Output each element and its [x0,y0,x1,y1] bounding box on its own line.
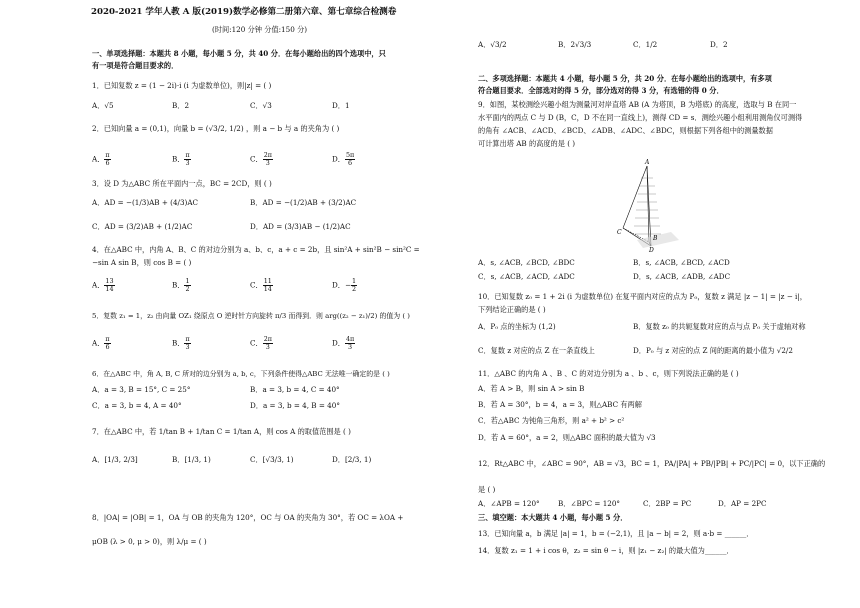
q10-option-b: B．复数 z₀ 的共轭复数对应的点与点 P₀ 关于虚轴对称 [633,322,806,331]
section-two-heading-cont: 符合题目要求．全部选对的得 5 分，部分选对的得 3 分，有选错的得 0 分． [478,86,724,95]
q5-option-c: C． $\frac{2\pi}{3}$ [250,335,272,351]
section-one-heading: 一、单项选择题：本题共 8 小题，每小题 5 分，共 40 分．在每小题给出的四个选项中，只 [92,49,386,58]
tower-figure [613,156,693,252]
q8-option-c: C．1/2 [633,40,658,49]
q2-option-d: D． $\frac{5\pi}{6}$ [332,151,355,167]
q13-stem: 13．已知向量 a，b 满足 |a| = 1，b = (−2,1)，且 |a − b| = 2，则 a·b = ______． [478,529,754,538]
q1-option-d: D．1 [332,101,350,110]
q4-option-d: D．− $\frac{1}{2}$ [332,277,357,293]
q8-stem-a: 8．|OA| = |OB| = 1，OA 与 OB 的夹角为 120°，OC 与 OA 的夹角为 30°，若 OC = λOA + [92,513,404,522]
q3-option-b: B．AD = −(1/2)AB + (3/2)AC [250,198,357,207]
section-one-heading-cont: 有一项是符合题目要求的． [92,61,179,70]
q7-option-a: A．[1/3, 2/3] [92,455,138,464]
q3-option-c: C．AD = (3/2)AB + (1/2)AC [92,222,193,231]
q6-option-d: D．a = 3, b = 4, B = 40° [250,401,340,410]
q2-option-a: A． $\frac{\pi}{6}$ [92,151,110,167]
ground-plane [637,232,679,248]
q10-option-d: D．P₀ 与 z 对应的点 Z 间的距离的最小值为 √2/2 [633,346,793,355]
q8-option-d: D．2 [710,40,728,49]
q12-stem-b: 是 ( ) [478,485,496,494]
q9-stem-a: 9．如图，某校测绘兴趣小组为测量河对岸直塔 AB (A 为塔顶，B 为塔底) 的高度，选取与 B 在同一 [478,100,797,109]
q4-option-b: B． $\frac{1}{2}$ [172,277,190,293]
q12-stem-a: 12．Rt△ABC 中，∠ABC = 90°，AB = √3，BC = 1，PA/|PA| + PB/|PB| + PC/|PC| = 0，以下正确的 [478,459,826,468]
q10-option-c: C．复数 z 对应的点 Z 在一条直线上 [478,346,595,355]
q2-stem-b: ，则 a − b 与 a 的夹角为 ( ) [245,124,340,133]
q7-option-b: B．[1/3, 1) [172,455,211,464]
q3-option-d: D．AD = (3/3)AB − (1/2)AC [250,222,351,231]
q1-option-b: B．2 [172,101,190,110]
q2-stem [92,124,339,134]
q1-option-c: C．√3 [250,101,272,110]
q2-option-b: B． $\frac{\pi}{3}$ [172,151,190,167]
q9-stem-d: 可计算出塔 AB 的高度的是 ( ) [478,139,576,148]
q4-stem-b: −sin A sin B，则 cos B = ( ) [92,258,192,267]
q9-option-a: A．s, ∠ACB, ∠BCD, ∠BDC [478,258,575,267]
q7-stem: 7．在△ABC 中，若 1/tan B + 1/tan C = 1/tan A，则 cos A 的取值范围是 ( ) [92,427,351,436]
q9-option-c: C．s, ∠ACB, ∠ACD, ∠ADC [478,272,575,281]
q8-option-b: B．2√3/3 [558,40,592,49]
q12-option-c: C．2BP = PC [643,499,692,508]
q4-option-c: C． $\frac{11}{14}$ [250,277,272,293]
vertex-label-a: A [645,159,650,166]
q8-stem-b: μOB (λ > 0, μ > 0)，则 λ/μ = ( ) [92,537,207,546]
q5-option-d: D． $\frac{4\pi}{3}$ [332,335,355,351]
q11-stem: 11．△ABC 的内角 A 、B 、C 的对边分别为 a 、b 、c，则下列说法正确的是 ( ) [478,369,739,378]
q7-option-d: D．[2/3, 1) [332,455,372,464]
q11-option-a: A．若 A > B，则 sin A > sin B [478,384,585,393]
q10-option-a: A．P₀ 点的坐标为 (1,2) [478,322,556,331]
q12-option-b: B．∠BPC = 120° [558,499,621,508]
q11-option-d: D．若 A = 60°，a = 2，则△ABC 面积的最大值为 √3 [478,433,656,442]
q11-option-b: B．若 A = 30°，b = 4，a = 3，则△ABC 有两解 [478,400,642,409]
q11-option-c: C．若△ABC 为钝角三角形，则 a² + b² > c² [478,416,625,425]
vertex-label-c: C [617,229,622,236]
q8-option-a: A．√3/2 [478,40,507,49]
exam-title: 2020-2021 学年人教 A 版(2019)数学必修第二册第六章、第七章综合检测卷 [91,7,397,17]
q6-option-b: B．a = 3, b = 4, C = 40° [250,385,340,394]
q3-option-a: A．AD = −(1/3)AB + (4/3)AC [92,198,199,207]
q6-stem: 6．在△ABC 中，角 A, B, C 所对的边分别为 a, b, c，下列条件使得△ABC 无法唯一确定的是 ( ) [92,370,390,378]
q9-stem-b: 水平面内的两点 C 与 D (B，C，D 不在同一直线上)，测得 CD = s．测绘兴趣小组利用测角仪可测得 [478,113,803,122]
q5-option-b: B． $\frac{\pi}{3}$ [172,335,190,351]
q1-option-a: A．√5 [92,101,114,110]
q2-vector-b: (√3/2, 1/2) [205,124,244,133]
tower-edge-ac [623,166,647,228]
q2-stem-a: 2．已知向量 a = (0,1)，向量 b = [92,124,204,133]
q4-option-a: A． $\frac{13}{14}$ [92,277,114,293]
q5-stem: 5．复数 z₁ = 1，z₂ 由向量 OZ₁ 绕原点 O 逆时针方向旋转 π/3 而得到．则 arg((z₂ − z₁)/2) 的值为 ( ) [92,312,410,320]
q5-option-a: A． $\frac{\pi}{6}$ [92,335,110,351]
q6-option-a: A．a = 3, B = 15°, C = 25° [92,385,191,394]
section-two-heading: 二、多项选择题：本题共 4 小题，每小题 5 分，共 20 分．在每小题给出的选项中，有多项 [478,74,772,83]
exam-subtitle: (时间:120 分钟 分值:150 分) [212,25,308,34]
q6-option-c: C．a = 3, b = 4, A = 40° [92,401,182,410]
vertex-label-b: B [653,235,658,242]
q1-stem: 1．已知复数 z = (1 − 2i)·i (i 为虚数单位)，则|z| = ( ) [92,81,272,90]
q9-option-d: D．s, ∠ACB, ∠ADB, ∠ADC [633,272,731,281]
q3-stem: 3．设 D 为△ABC 所在平面内一点，BC = 2CD，则 ( ) [92,179,272,188]
q9-stem-c: 的角有 ∠ACB、∠ACD、∠BCD、∠ADB、∠ADC、∠BDC，则根据下列各组中的测量数据 [478,126,773,135]
q14-stem: 14．复数 z₁ = 1 + i cos θ，z₂ = sin θ − i，则 |z₁ − z₂| 的最大值为______． [478,546,734,555]
q10-stem-a: 10．已知复数 z₀ = 1 + 2i (i 为虚数单位) 在复平面内对应的点为 P₀，复数 z 满足 |z − 1| = |z − i|， [478,292,807,301]
q12-option-d: D．AP = 2PC [718,499,767,508]
q9-option-b: B．s, ∠ACB, ∠BCD, ∠ACD [633,258,730,267]
q4-stem-a: 4．在△ABC 中，内角 A、B、C 的对边分别为 a、b、c，a + c = 2b，且 sin²A + sin²B − sin²C = [92,245,420,254]
q2-option-c: C． $\frac{2\pi}{3}$ [250,151,272,167]
q10-stem-b: 下列结论正确的是 ( ) [478,305,546,314]
q7-option-c: C．[√3/3, 1) [250,455,294,464]
section-three-heading: 三、填空题：本大题共 4 小题，每小题 5 分． [478,513,628,522]
vertex-label-d: D [649,247,654,252]
q12-option-a: A．∠APB = 120° [478,499,540,508]
